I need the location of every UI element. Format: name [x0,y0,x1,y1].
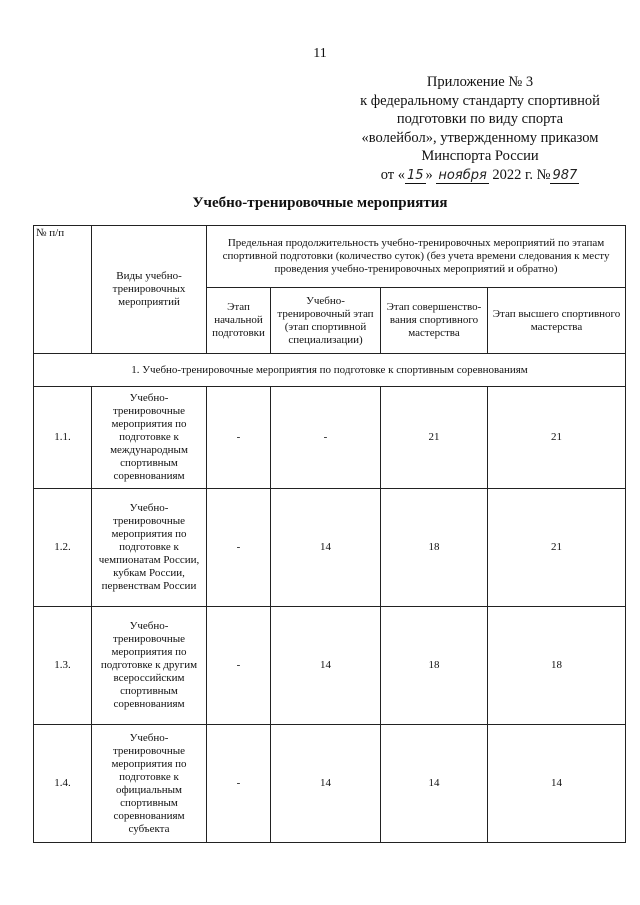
section-title: 1. Учебно-тренировочные мероприятия по подготовке к спортивным соревнованиям [34,354,626,387]
row-value: 21 [381,387,488,489]
appendix-block [330,73,630,185]
handwritten-day: 15 [407,167,424,183]
table-row [34,387,626,489]
header-stage: Этап высшего спортивного мастерства [488,288,626,354]
table-header-row [34,226,626,288]
header-stage: Учебно-тренировочный этап (этап спортивной специализации) [271,288,381,354]
row-num: 1.3. [34,607,92,725]
row-value: - [207,387,271,489]
row-name: Учебно-тренировочные мероприятия по подготовке к другим всероссийским спортивным соревнованиям [92,607,207,725]
table-row [34,607,626,725]
table-row [34,489,626,607]
row-value: 14 [381,725,488,843]
row-name: Учебно-тренировочные мероприятия по подготовке к чемпионатам России, кубкам России, первенствам России [92,489,207,607]
row-value: 14 [271,607,381,725]
date-year: 2022 г. № [492,166,551,183]
document-title: Учебно-тренировочные мероприятия [192,195,448,211]
row-value: 18 [488,607,626,725]
header-stage: Этап совершенство-вания спортивного мастерства [381,288,488,354]
row-num: 1.4. [34,725,92,843]
appendix-line: Минспорта России [421,148,539,164]
appendix-line: Приложение № 3 [426,74,534,90]
row-value: - [271,387,381,489]
row-value: 21 [488,489,626,607]
table-row [34,725,626,843]
row-num: 1.1. [34,387,92,489]
appendix-line: подготовки по виду спорта [396,111,564,127]
row-value: - [207,607,271,725]
handwritten-month: ноября [438,167,487,183]
row-value: - [207,725,271,843]
date-mid: » [425,166,433,183]
header-num: № п/п [34,226,92,354]
row-value: 18 [381,607,488,725]
row-name: Учебно-тренировочные мероприятия по подготовке к международным спортивным соревнованиям [92,387,207,489]
handwritten-order-number: 987 [552,167,578,183]
header-stage: Этап начальной подготовки [207,288,271,354]
row-value: - [207,489,271,607]
row-value: 18 [381,489,488,607]
row-name: Учебно-тренировочные мероприятия по подготовке к официальным спортивным соревнованиям субъекта [92,725,207,843]
date-prefix: от « [380,166,405,183]
header-duration: Предельная продолжительность учебно-тренировочных мероприятий по этапам спортивной подготовки (количество суток) (без учета времени следования к месту проведения учебно-тренировочных мероприятий и обратно) [207,226,626,288]
row-value: 21 [488,387,626,489]
header-type: Виды учебно-тренировочных мероприятий [92,226,207,354]
row-num: 1.2. [34,489,92,607]
section-row [34,354,626,387]
events-table [33,225,626,843]
appendix-line: к федеральному стандарту спортивной [360,92,600,109]
order-date-line [330,166,630,186]
appendix-line: «волейбол», утвержденному приказом [361,129,599,146]
row-value: 14 [488,725,626,843]
page-number: 11 [313,46,327,61]
row-value: 14 [271,725,381,843]
row-value: 14 [271,489,381,607]
